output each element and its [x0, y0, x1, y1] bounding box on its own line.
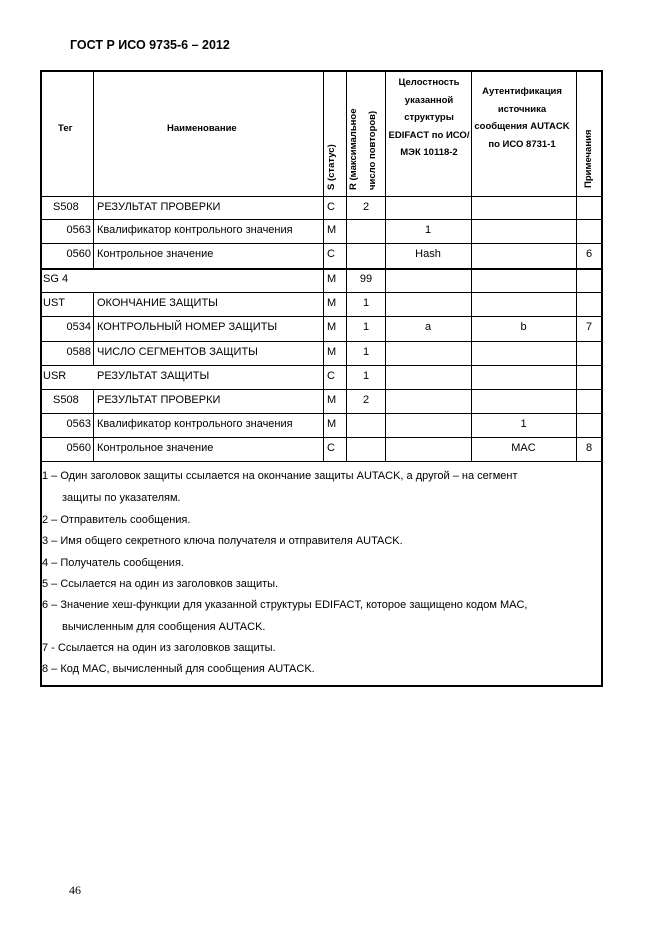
row-authentication: MAC: [511, 442, 536, 454]
footnote-line: 8 – Код MAC, вычисленный для сообщения AUTACK.: [42, 663, 315, 675]
header-repeat-line1: R (максимальное: [348, 108, 359, 190]
column-divider: [93, 341, 94, 365]
footnote-line: 5 – Ссылается на один из заголовков защиты.: [42, 578, 279, 590]
row-authentication: b: [520, 321, 527, 333]
row-status: M: [327, 297, 337, 309]
row-name: РЕЗУЛЬТАТ ПРОВЕРКИ: [97, 394, 221, 406]
row-divider: [41, 292, 602, 293]
column-divider: [576, 389, 577, 413]
header-authentication: Аутентификация источника сообщения AUTACK по ИСО 8731-1: [474, 86, 570, 150]
header-integrity: Целостность указанной структуры EDIFACT по ИСО/МЭК 10118-2: [388, 77, 470, 159]
row-tag: 0560: [66, 442, 91, 454]
row-status: M: [327, 321, 337, 333]
column-divider: [346, 219, 347, 243]
column-divider: [576, 292, 577, 316]
page-number: 46: [69, 883, 81, 897]
row-tag: 0563: [66, 418, 91, 430]
column-divider: [323, 389, 324, 413]
row-tag: 0560: [66, 248, 91, 260]
column-divider: [93, 437, 94, 461]
row-divider: [41, 219, 602, 220]
row-tag: SG 4: [43, 273, 69, 285]
column-divider: [93, 243, 94, 268]
footnote-line: 2 – Отправитель сообщения.: [42, 514, 191, 526]
row-name: Квалификатор контрольного значения: [97, 418, 293, 430]
row-name: Контрольное значение: [97, 248, 214, 260]
column-divider: [93, 71, 94, 196]
row-name: РЕЗУЛЬТАТ ЗАЩИТЫ: [97, 370, 210, 382]
footnote-line: вычисленным для сообщения AUTACK.: [62, 621, 266, 633]
column-divider: [471, 196, 472, 219]
row-status: M: [327, 346, 337, 358]
row-note: 7: [585, 321, 593, 333]
footnote-line: защиты по указателям.: [62, 492, 181, 504]
footnote-line: 1 – Один заголовок защиты ссылается на окончание защиты AUTACK, а другой – на сегмент: [42, 470, 518, 482]
row-status: C: [327, 442, 335, 454]
row-name: ЧИСЛО СЕГМЕНТОВ ЗАЩИТЫ: [97, 346, 258, 358]
row-tag: 0563: [66, 224, 91, 236]
column-divider: [471, 365, 472, 389]
column-divider: [346, 437, 347, 461]
column-divider: [471, 219, 472, 243]
column-divider: [346, 243, 347, 268]
row-tag: 0534: [66, 321, 91, 333]
row-name: Квалификатор контрольного значения: [97, 224, 293, 236]
column-divider: [323, 365, 324, 389]
document-title: ГОСТ Р ИСО 9735-6 – 2012: [70, 38, 230, 52]
column-divider: [385, 413, 386, 437]
row-name: РЕЗУЛЬТАТ ПРОВЕРКИ: [97, 201, 221, 213]
column-divider: [323, 219, 324, 243]
column-divider: [323, 243, 324, 268]
column-divider: [576, 365, 577, 389]
row-name: ОКОНЧАНИЕ ЗАЩИТЫ: [97, 297, 218, 309]
column-divider: [323, 341, 324, 365]
row-tag: 0588: [66, 346, 91, 358]
row-divider: [41, 341, 602, 342]
row-divider: [41, 389, 602, 390]
column-divider: [346, 71, 347, 196]
row-tag: UST: [43, 297, 65, 309]
column-divider: [93, 316, 94, 341]
row-divider: [41, 196, 602, 197]
column-divider: [93, 219, 94, 243]
row-status: M: [327, 273, 337, 285]
row-tag: S508: [53, 201, 79, 213]
row-divider: [41, 413, 602, 414]
column-divider: [323, 437, 324, 461]
row-repeat: 1: [362, 346, 370, 358]
column-divider: [323, 316, 324, 341]
column-divider: [576, 71, 577, 196]
row-status: M: [327, 418, 337, 430]
row-name: Контрольное значение: [97, 442, 214, 454]
footnote-line: 6 – Значение хеш-функции для указанной структуры EDIFACT, которое защищено кодом MAC,: [42, 599, 528, 611]
column-divider: [471, 292, 472, 316]
column-divider: [323, 268, 324, 292]
column-divider: [323, 71, 324, 196]
column-divider: [346, 413, 347, 437]
column-divider: [385, 437, 386, 461]
row-divider: [41, 268, 602, 270]
column-divider: [471, 71, 472, 196]
column-divider: [576, 196, 577, 219]
column-divider: [93, 413, 94, 437]
header-tag: Тег: [58, 123, 73, 134]
column-divider: [471, 389, 472, 413]
column-divider: [471, 341, 472, 365]
row-tag: USR: [43, 370, 67, 382]
column-divider: [323, 196, 324, 219]
column-divider: [323, 413, 324, 437]
row-status: C: [327, 248, 335, 260]
row-name: КОНТРОЛЬНЫЙ НОМЕР ЗАЩИТЫ: [97, 321, 278, 333]
row-status: C: [327, 370, 335, 382]
row-repeat: 2: [362, 394, 370, 406]
row-divider: [41, 243, 602, 244]
column-divider: [576, 268, 577, 292]
row-status: C: [327, 201, 335, 213]
column-divider: [576, 413, 577, 437]
footnote-line: 7 - Ссылается на один из заголовков защиты.: [42, 642, 276, 654]
row-tag: S508: [53, 394, 79, 406]
header-status: S (статус): [326, 144, 337, 190]
row-divider: [41, 316, 602, 317]
footnote-line: 4 – Получатель сообщения.: [42, 557, 184, 569]
header-repeat-line2: число повторов): [367, 110, 378, 190]
row-divider: [41, 461, 602, 462]
row-note: 8: [585, 442, 593, 454]
header-notes: Примечания: [583, 129, 594, 188]
row-note: 6: [585, 248, 593, 260]
row-divider: [41, 365, 602, 366]
row-integrity: a: [424, 321, 432, 333]
column-divider: [471, 243, 472, 268]
row-integrity: 1: [424, 224, 432, 236]
column-divider: [576, 341, 577, 365]
column-divider: [576, 219, 577, 243]
row-authentication: 1: [520, 418, 527, 430]
column-divider: [385, 71, 386, 196]
row-status: M: [327, 394, 337, 406]
row-repeat: 1: [362, 297, 370, 309]
column-divider: [471, 268, 472, 292]
column-divider: [93, 292, 94, 316]
row-repeat: 1: [362, 321, 370, 333]
column-divider: [323, 292, 324, 316]
footnote-line: 3 – Имя общего секретного ключа получателя и отправителя AUTACK.: [42, 535, 403, 547]
row-integrity: Hash: [415, 248, 441, 260]
row-repeat: 2: [362, 201, 370, 213]
row-status: M: [327, 224, 337, 236]
row-repeat: 1: [362, 370, 370, 382]
row-repeat: 99: [359, 273, 373, 285]
row-divider: [41, 437, 602, 438]
header-name: Наименование: [167, 123, 237, 134]
